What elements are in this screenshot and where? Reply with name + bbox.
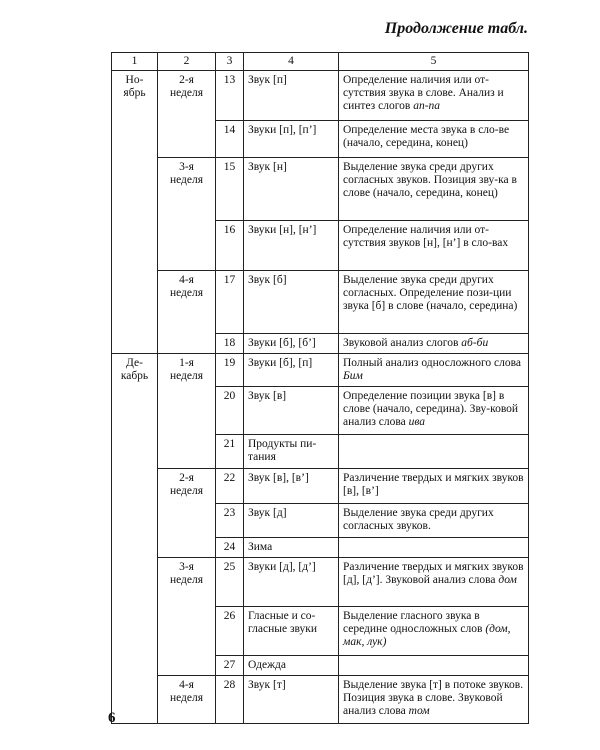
column-header: 1 [112, 53, 158, 71]
lesson-content [339, 607, 529, 656]
lesson-number: 17 [216, 271, 244, 334]
table-header-row [112, 53, 529, 71]
content-example: аб-би [461, 337, 489, 349]
month-cell: Но- ябрь [112, 71, 158, 354]
lesson-content [339, 676, 529, 724]
lesson-number: 15 [216, 158, 244, 221]
column-header: 2 [158, 53, 216, 71]
lesson-topic: Звук [п] [244, 71, 339, 121]
table-row [112, 676, 529, 724]
table-row [112, 158, 529, 221]
content-text: Звуковой анализ слогов [343, 337, 462, 349]
lesson-number: 18 [216, 334, 244, 354]
content-text: Выделение звука среди других согласных звуков. Позиция зву-ка в слове (начало, середина, конец) [343, 161, 517, 199]
content-example: (дом, мак, лук) [343, 623, 511, 648]
lesson-topic: Одежда [244, 656, 339, 676]
lesson-topic: Звук [д] [244, 504, 339, 538]
column-header: 5 [339, 53, 529, 71]
content-text: Определение места звука в сло-ве (начало, середина, конец) [343, 124, 510, 149]
lesson-number: 26 [216, 607, 244, 656]
table-row [112, 558, 529, 607]
lesson-number: 25 [216, 558, 244, 607]
content-text: Определение позиции звука [в] в слове (начало, середина). Зву-ковой анализ слова [343, 390, 519, 428]
content-text: Различение твердых и мягких звуков [д], [д’]. Звуковой анализ слова [343, 561, 524, 586]
lesson-number: 24 [216, 538, 244, 558]
content-example: дом [498, 574, 517, 586]
lesson-content [339, 221, 529, 271]
lesson-number: 28 [216, 676, 244, 724]
week-cell: 4-я неделя [158, 676, 216, 724]
table-row [112, 271, 529, 334]
week-cell: 2-я неделя [158, 469, 216, 558]
lesson-content [339, 504, 529, 538]
lesson-content [339, 387, 529, 435]
lesson-content [339, 656, 529, 676]
week-cell: 1-я неделя [158, 354, 216, 469]
page-number: 6 [108, 710, 116, 726]
week-cell: 3-я неделя [158, 558, 216, 676]
lesson-number: 19 [216, 354, 244, 387]
lesson-topic: Звуки [д], [д’] [244, 558, 339, 607]
table-row [112, 71, 529, 121]
lesson-content [339, 354, 529, 387]
lesson-content [339, 435, 529, 469]
week-cell: 3-я неделя [158, 158, 216, 271]
week-cell: 2-я неделя [158, 71, 216, 158]
lesson-topic: Продукты пи-тания [244, 435, 339, 469]
content-example: том [408, 705, 430, 717]
lesson-content [339, 538, 529, 558]
lesson-number: 13 [216, 71, 244, 121]
lesson-content [339, 121, 529, 158]
lesson-topic: Звук [н] [244, 158, 339, 221]
content-text: Выделение звука среди других согласных звуков. [343, 507, 494, 532]
lesson-topic: Зима [244, 538, 339, 558]
lesson-topic: Звук [в] [244, 387, 339, 435]
table-row [112, 354, 529, 387]
lesson-topic: Звук [в], [в’] [244, 469, 339, 504]
content-text: Выделение звука [т] в потоке звуков. Позиция звука в слове. Звуковой анализ слова [343, 679, 524, 717]
lesson-number: 16 [216, 221, 244, 271]
lesson-topic: Звуки [п], [п’] [244, 121, 339, 158]
lesson-content [339, 334, 529, 354]
month-cell: Де- кабрь [112, 354, 158, 724]
week-cell: 4-я неделя [158, 271, 216, 354]
lesson-number: 20 [216, 387, 244, 435]
lesson-topic: Гласные и со-гласные звуки [244, 607, 339, 656]
content-text: Полный анализ односложного слова [343, 357, 521, 369]
column-header: 4 [244, 53, 339, 71]
lesson-number: 21 [216, 435, 244, 469]
lesson-topic: Звуки [б], [п] [244, 354, 339, 387]
continuation-title: Продолжение табл. [384, 20, 528, 37]
lesson-number: 14 [216, 121, 244, 158]
content-example: Бим [343, 370, 363, 382]
lesson-topic: Звуки [б], [б’] [244, 334, 339, 354]
content-example: ап-па [413, 100, 441, 112]
content-text: Выделение звука среди других согласных. Определение пози-ции звука [б] в слове (начало, середина) [343, 274, 518, 312]
lesson-content [339, 469, 529, 504]
content-text: Выделение гласного звука в середине односложных слов [343, 610, 486, 635]
column-header: 3 [216, 53, 244, 71]
lesson-number: 27 [216, 656, 244, 676]
lesson-plan-table [111, 52, 529, 724]
lesson-content [339, 558, 529, 607]
content-text: Определение наличия или от-сутствия звуков [н], [н’] в сло-вах [343, 224, 509, 249]
lesson-topic: Звук [т] [244, 676, 339, 724]
table-row [112, 469, 529, 504]
lesson-content [339, 158, 529, 221]
lesson-topic: Звуки [н], [н’] [244, 221, 339, 271]
lesson-content [339, 271, 529, 334]
content-example: ива [408, 416, 426, 428]
lesson-content [339, 71, 529, 121]
content-text: Различение твердых и мягких звуков [в], [в’] [343, 472, 524, 497]
lesson-topic: Звук [б] [244, 271, 339, 334]
lesson-number: 22 [216, 469, 244, 504]
lesson-number: 23 [216, 504, 244, 538]
content-text: Определение наличия или от-сутствия звука в слове. Анализ и синтез слогов [343, 74, 504, 112]
